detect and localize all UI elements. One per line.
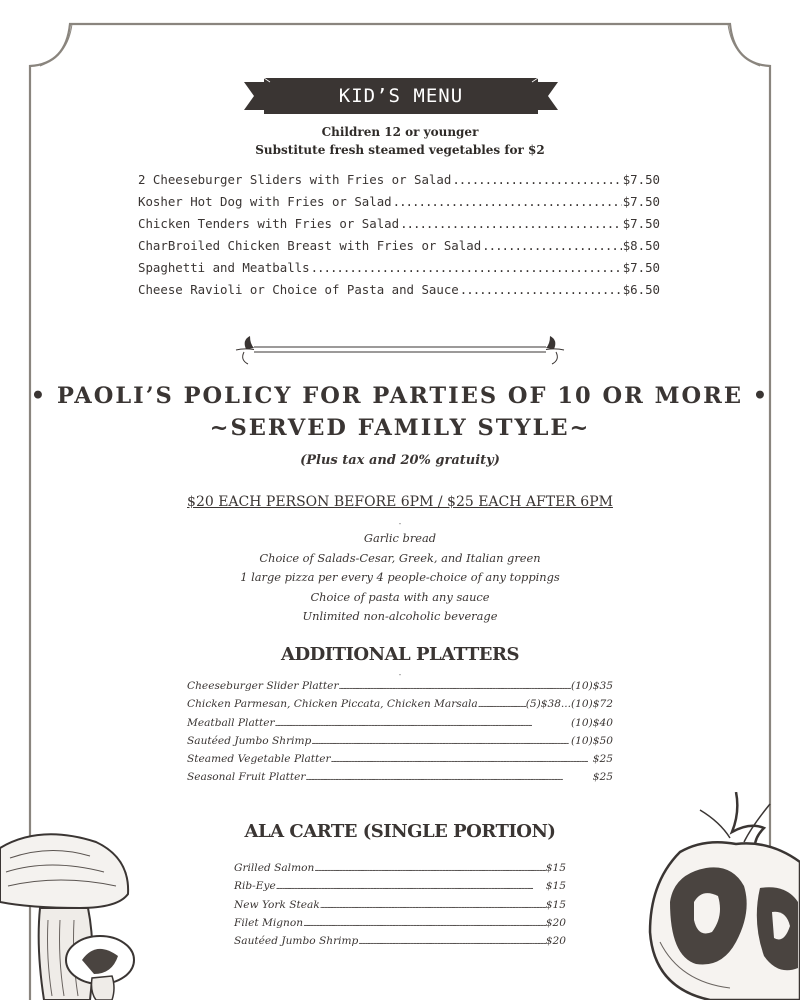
item-price: $25 xyxy=(592,753,613,766)
platters-title: ADDITIONAL PLATTERS xyxy=(281,644,519,665)
item-name: CharBroiled Chicken Breast with Fries or Salad xyxy=(138,238,482,253)
item-price: $7.50 xyxy=(622,194,660,209)
platters-list xyxy=(187,680,613,790)
kids-menu-item xyxy=(138,260,660,282)
include-item: Choice of pasta with any sauce xyxy=(310,589,490,604)
leader-dots xyxy=(314,864,545,873)
item-name: Seasonal Fruit Platter xyxy=(187,771,306,784)
kids-menu-title: KID’S MENU xyxy=(338,85,464,107)
leader-dots xyxy=(339,682,572,691)
ala-carte-item xyxy=(234,935,566,953)
kids-menu-item xyxy=(138,194,660,216)
leader-dots xyxy=(305,773,592,782)
item-price: $8.50 xyxy=(622,238,660,253)
include-item: Choice of Salads-Cesar, Greek, and Italian green xyxy=(259,550,541,565)
leader-dots xyxy=(320,901,546,910)
item-price: $15 xyxy=(545,898,566,911)
platter-item xyxy=(187,753,613,771)
tomato-illustration xyxy=(640,792,800,1000)
leader-dots xyxy=(331,755,593,764)
item-name: Kosher Hot Dog with Fries or Salad xyxy=(138,194,392,209)
item-name: Chicken Parmesan, Chicken Piccata, Chicken Marsala xyxy=(187,698,478,711)
item-name: New York Steak xyxy=(234,898,320,911)
item-name: Meatball Platter xyxy=(187,716,275,729)
include-item: Garlic bread xyxy=(363,531,437,545)
policy-includes xyxy=(0,529,800,627)
separator-dash: - xyxy=(398,670,402,679)
item-name: Filet Mignon xyxy=(234,916,304,929)
ala-carte-item xyxy=(234,899,566,917)
item-price: $20 xyxy=(545,935,566,948)
leader-dots xyxy=(311,260,622,275)
item-name: Grilled Salmon xyxy=(234,862,315,874)
ala-carte-item xyxy=(234,917,566,935)
item-price: $25 xyxy=(592,771,613,784)
leader-dots xyxy=(400,216,622,231)
ala-carte-list xyxy=(234,862,566,953)
item-name: 2 Cheeseburger Sliders with Fries or Salad xyxy=(138,172,452,187)
include-item: Unlimited non-alcoholic beverage xyxy=(302,609,498,624)
leader-dots xyxy=(311,737,571,746)
platter-item xyxy=(187,717,613,735)
include-item: 1 large pizza per every 4 people-choice of any toppings xyxy=(240,570,560,585)
ala-carte-item xyxy=(234,862,566,880)
item-price: $7.50 xyxy=(622,172,660,187)
item-name: Spaghetti and Meatballs xyxy=(138,260,310,275)
leader-dots xyxy=(460,282,622,297)
platter-item xyxy=(187,680,613,698)
leader-dots xyxy=(393,194,622,209)
item-name: Rib-Eye xyxy=(234,880,276,893)
item-name: Sautéed Jumbo Shrimp xyxy=(234,935,359,948)
item-price: $7.50 xyxy=(622,216,660,231)
leader-dots xyxy=(276,882,546,891)
ala-carte-item xyxy=(234,880,566,898)
item-name: Cheeseburger Slider Platter xyxy=(187,680,339,692)
item-name: Steamed Vegetable Platter xyxy=(187,753,331,766)
item-name: Chicken Tenders with Fries or Salad xyxy=(138,216,400,231)
leader-dots xyxy=(478,700,526,709)
kids-menu-list xyxy=(138,172,660,304)
leader-dots xyxy=(275,719,571,728)
item-price: $7.50 xyxy=(622,260,660,275)
mushroom-illustration xyxy=(0,828,140,1000)
item-price: $20 xyxy=(545,916,566,929)
kids-subtitle-age: Children 12 or younger xyxy=(321,125,479,139)
ornamental-divider xyxy=(232,334,568,366)
item-price: $15 xyxy=(545,880,566,893)
policy-subtitle: ~SERVED FAMILY STYLE~ xyxy=(209,415,591,441)
kids-menu-item xyxy=(138,172,660,194)
leader-dots xyxy=(303,919,546,928)
item-price: (10)$50 xyxy=(571,734,613,747)
policy-note: (Plus tax and 20% gratuity) xyxy=(300,453,500,468)
item-price: $15 xyxy=(545,862,566,874)
policy-title: • PAOLI’S POLICY FOR PARTIES OF 10 OR MORE • xyxy=(30,383,770,409)
kids-menu-item xyxy=(138,238,660,260)
item-price: $6.50 xyxy=(622,282,660,297)
leader-dots xyxy=(482,238,622,253)
item-price: (10)$35 xyxy=(571,680,613,692)
platter-item xyxy=(187,698,613,716)
kids-menu-item xyxy=(138,282,660,304)
item-price: (10)$40 xyxy=(571,716,613,729)
item-name: Sautéed Jumbo Shrimp xyxy=(187,734,312,747)
kids-subtitle-substitute: Substitute fresh steamed vegetables for $2 xyxy=(255,143,545,157)
separator-dash: - xyxy=(398,519,402,528)
platter-item xyxy=(187,735,613,753)
leader-dots xyxy=(358,937,545,946)
leader-dots xyxy=(452,172,621,187)
kids-menu-item xyxy=(138,216,660,238)
platter-item xyxy=(187,771,613,789)
ala-carte-title: ALA CARTE (SINGLE PORTION) xyxy=(244,821,556,842)
item-name: Cheese Ravioli or Choice of Pasta and Sauce xyxy=(138,282,459,297)
policy-price-line: $20 EACH PERSON BEFORE 6PM / $25 EACH AFTER 6PM xyxy=(187,494,613,510)
item-price: (5)$38...(10)$72 xyxy=(525,698,613,711)
